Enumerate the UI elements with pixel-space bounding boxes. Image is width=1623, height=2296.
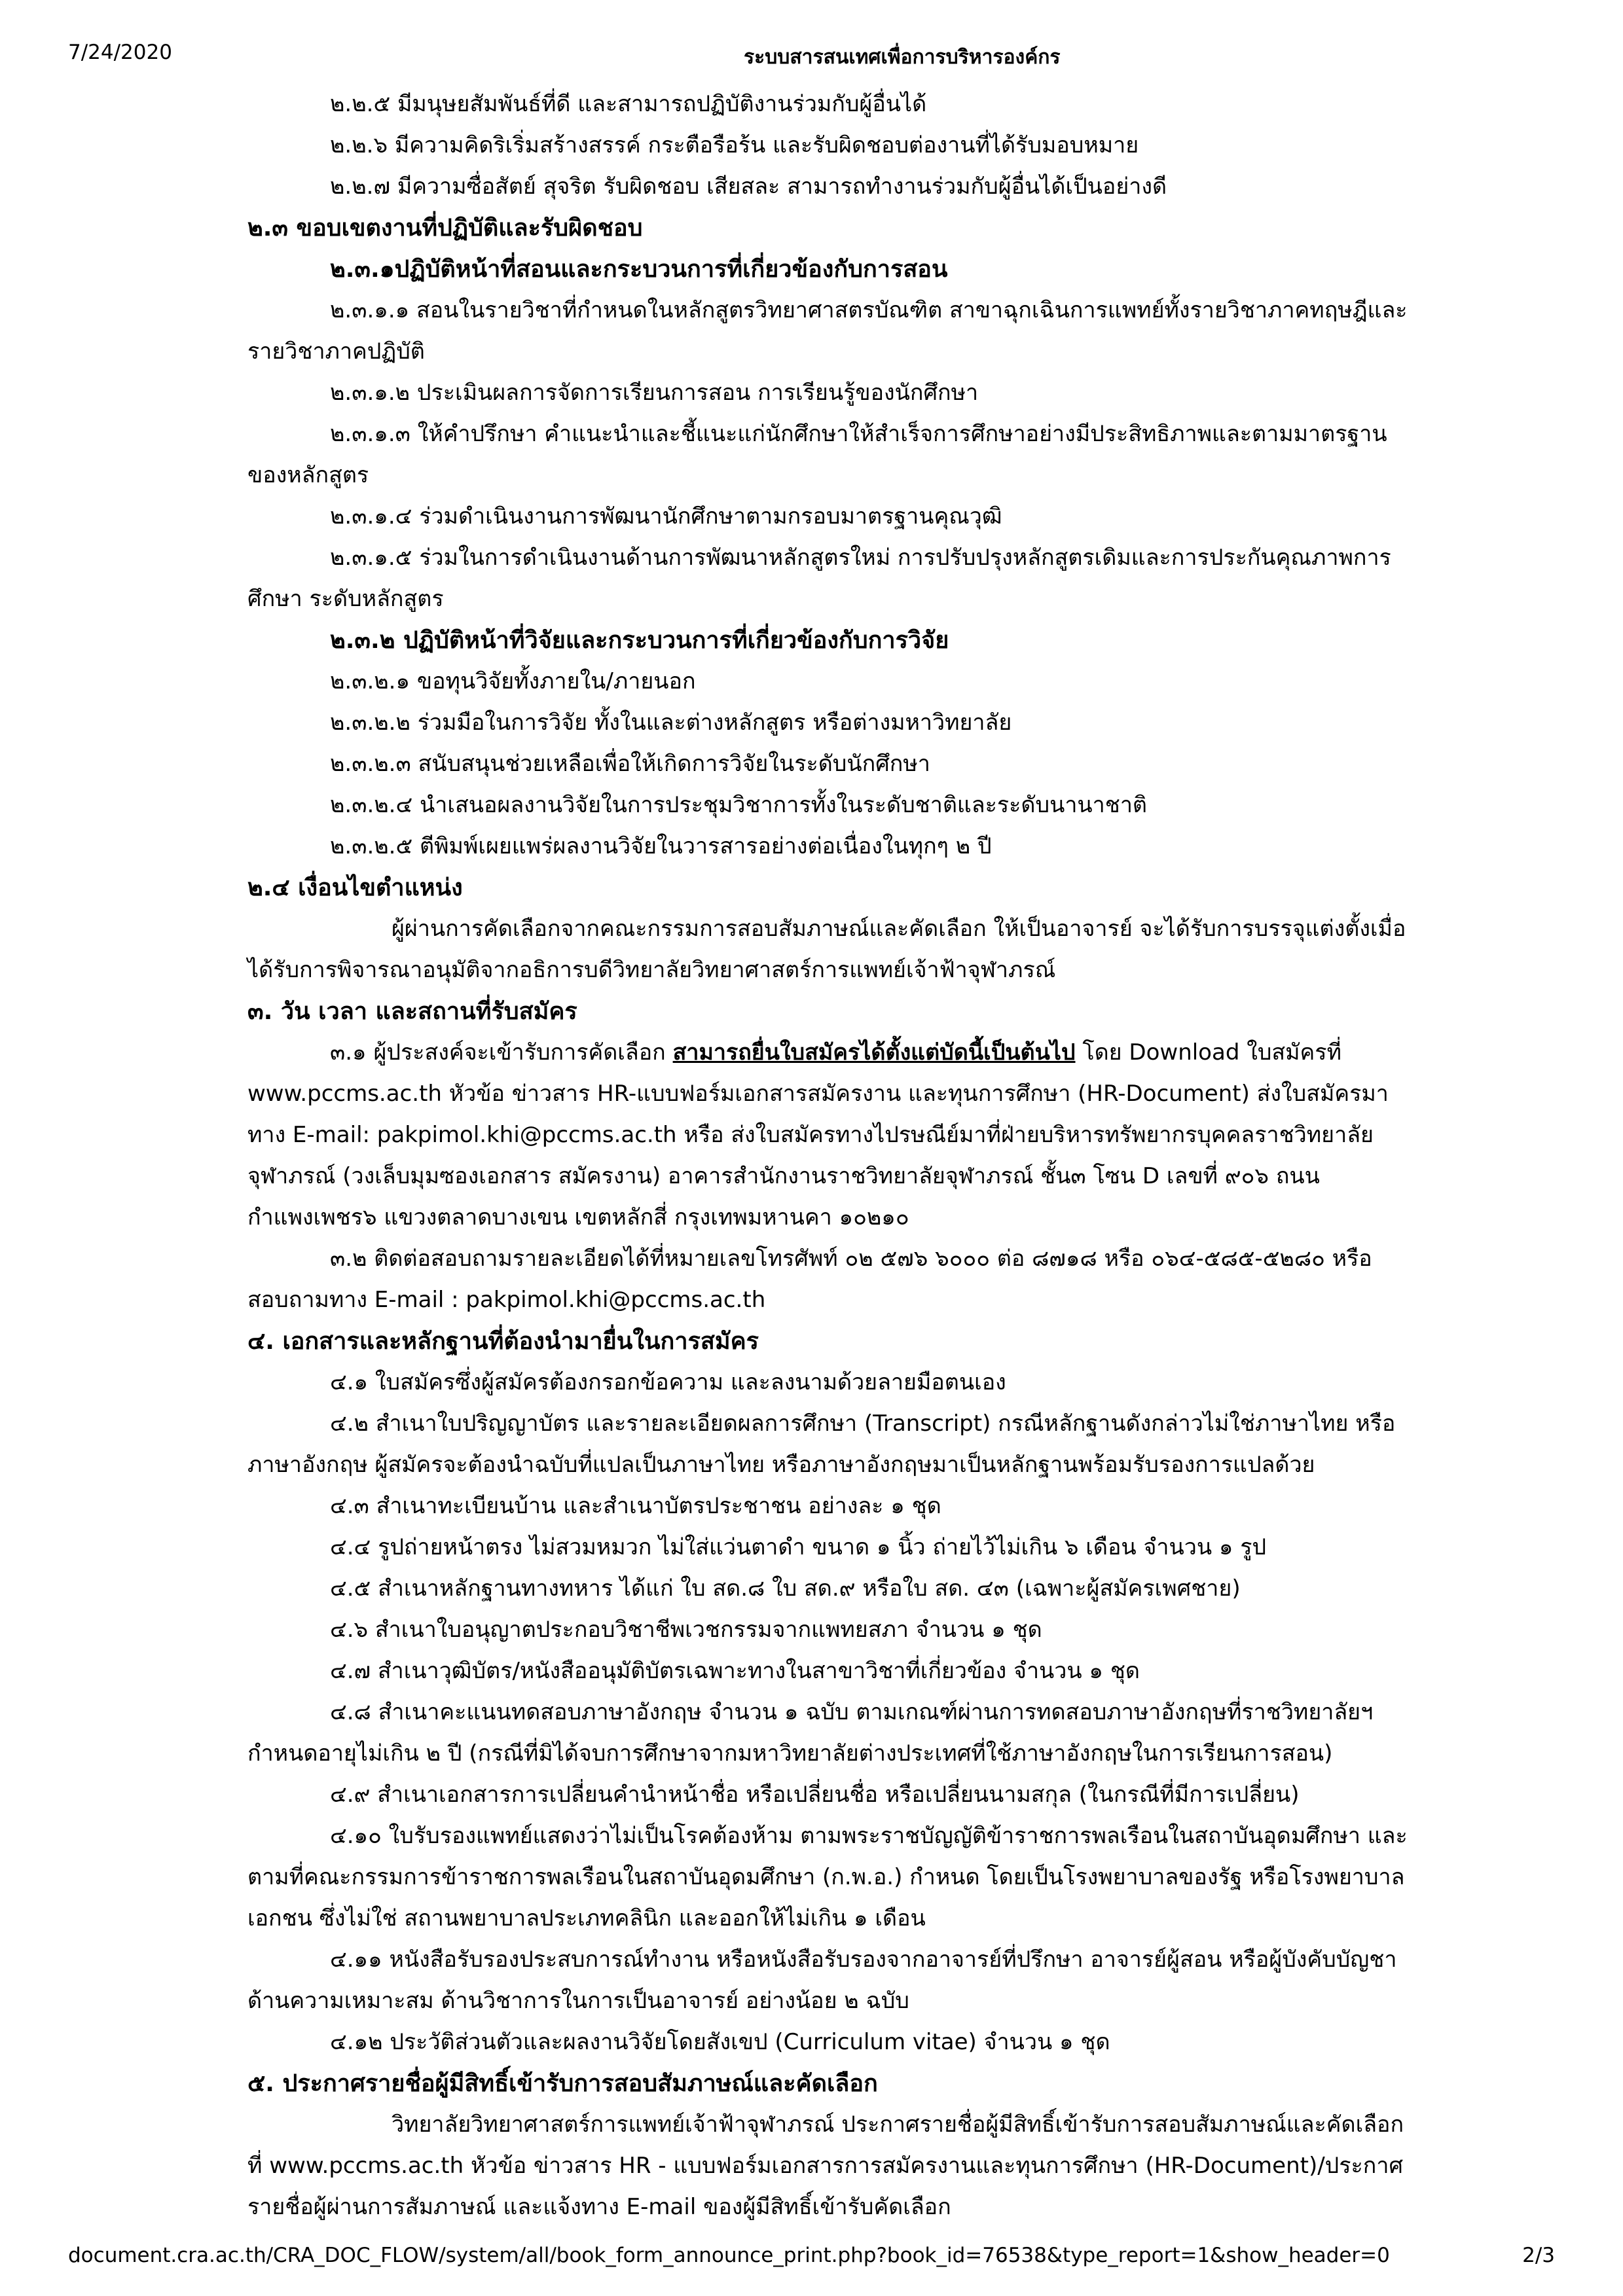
item-4-12: ๔.๑๒ ประวัติส่วนตัวและผลงานวิจัยโดยสังเขป (Curriculum vitae) จำนวน ๑ ชุด [330,2029,1110,2055]
item-2-3-1-3: ๒.๓.๑.๓ ให้คำปรึกษา คำแนะนำและชี้แนะแก่นักศึกษาให้สำเร็จการศึกษาอย่างมีประสิทธิภาพและตามมาตรฐาน [330,421,1387,447]
item-2-3-2-1: ๒.๓.๒.๑ ขอทุนวิจัยทั้งภายใน/ภายนอก [330,668,696,694]
section-3-heading: ๓. วัน เวลา และสถานที่รับสมัคร [247,998,577,1025]
item-3-1-line-5: กำแพงเพชร๖ แขวงตลาดบางเขน เขตหลักสี่ กรุงเทพมหานคา ๑๐๒๑๐ [247,1204,909,1230]
section-2-3-heading: ๒.๓ ขอบเขตงานที่ปฏิบัติและรับผิดชอบ [247,215,643,242]
footer-url: document.cra.ac.th/CRA_DOC_FLOW/system/all/book_form_announce_print.php?book_id=76538&type_report=1&show_header=0 [68,2244,1390,2267]
item-4-3: ๔.๓ สำเนาทะเบียนบ้าน และสำเนาบัตรประชาชน อย่างละ ๑ ชุด [330,1493,941,1519]
section-5-line-1: วิทยาลัยวิทยาศาสตร์การแพทย์เจ้าฟ้าจุฬาภรณ์ ประกาศรายชื่อผู้มีสิทธิ์เข้ารับการสอบสัมภาษณ์และคัดเลือก [392,2111,1404,2138]
page-number: 2/3 [1522,2244,1555,2267]
section-5-heading: ๕. ประกาศรายชื่อผู้มีสิทธิ์เข้ารับการสอบสัมภาษณ์และคัดเลือก [247,2070,878,2097]
item-4-8-line-2: กำหนดอายุไม่เกิน ๒ ปี (กรณีที่มิได้จบการศึกษาจากมหาวิทยาลัยต่างประเทศที่ใช้ภาษาอังกฤษในการเรียนการสอน) [247,1740,1333,1767]
item-2-3-1-2: ๒.๓.๑.๒ ประเมินผลการจัดการเรียนการสอน การเรียนรู้ของนักศึกษา [330,380,979,406]
item-2-3-1-1-cont: รายวิชาภาคปฏิบัติ [247,338,425,365]
page-header-title: ระบบสารสนเทศเพื่อการบริหารองค์กร [744,46,1061,69]
item-2-3-1-1: ๒.๓.๑.๑ สอนในรายวิชาที่กำหนดในหลักสูตรวิทยาศาสตรบัณฑิต สาขาฉุกเฉินการแพทย์ทั้งรายวิชาภาคทฤษฎีและ [330,297,1408,323]
item-3-1-line-1 [247,1032,1426,1073]
section-5-line-3: รายชื่อผู้ผ่านการสัมภาษณ์ และแจ้งทาง E-mail ของผู้มีสิทธิ์เข้ารับคัดเลือก [247,2194,951,2220]
section-2-4-heading: ๒.๔ เงื่อนไขตำแหน่ง [247,874,463,901]
apply-now-emphasis: สามารถยื่นใบสมัครได้ตั้งแต่บัดนี้เป็นต้นไป [672,1039,1076,1066]
item-4-2-line-2: ภาษาอังกฤษ ผู้สมัครจะต้องนำฉบับที่แปลเป็นภาษาไทย หรือภาษาอังกฤษมาเป็นหลักฐานพร้อมรับรองการแปลด้วย [247,1452,1315,1478]
item-2-3-2-5: ๒.๓.๒.๕ ตีพิมพ์เผยแพร่ผลงานวิจัยในวารสารอย่างต่อเนื่องในทุกๆ ๒ ปี [330,833,992,859]
item-4-5: ๔.๕ สำเนาหลักฐานทางทหาร ได้แก่ ใบ สด.๘ ใบ สด.๙ หรือใบ สด. ๔๓ (เฉพาะผู้สมัครเพศชาย) [330,1575,1241,1602]
item-4-11-line-1: ๔.๑๑ หนังสือรับรองประสบการณ์ทำงาน หรือหนังสือรับรองจากอาจารย์ที่ปรึกษา อาจารย์ผู้สอน หรือผู้บังคับบัญชา [330,1946,1397,1973]
item-2-2-5: ๒.๒.๕ มีมนุษยสัมพันธ์ที่ดี และสามารถปฏิบัติงานร่วมกับผู้อื่นได้ [330,91,927,117]
position-condition-line-1: ผู้ผ่านการคัดเลือกจากคณะกรรมการสอบสัมภาษณ์และคัดเลือก ให้เป็นอาจารย์ จะได้รับการบรรจุแต่งตั้งเมื่อ [392,916,1406,942]
item-4-9: ๔.๙ สำเนาเอกสารการเปลี่ยนคำนำหน้าชื่อ หรือเปลี่ยนชื่อ หรือเปลี่ยนนามสกุล (ในกรณีที่มีการเปลี่ยน) [330,1782,1300,1808]
item-3-1-intro: ๓.๑ ผู้ประสงค์จะเข้ารับการคัดเลือก [330,1039,666,1066]
item-3-2-line-1: ๓.๒ ติดต่อสอบถามรายละเอียดได้ที่หมายเลขโทรศัพท์ ๐๒ ๕๗๖ ๖๐๐๐ ต่อ ๘๗๑๘ หรือ ๐๖๔-๕๘๕-๕๒๘๐ หรือ [330,1246,1372,1272]
section-5-line-2: ที่ www.pccms.ac.th หัวข้อ ข่าวสาร HR - แบบฟอร์มเอกสารการสมัครงานและทุนการศึกษา (HR-Document)/ประกาศ [247,2153,1404,2179]
item-4-6: ๔.๖ สำเนาใบอนุญาตประกอบวิชาชีพเวชกรรมจากแพทยสภา จำนวน ๑ ชุด [330,1617,1042,1643]
item-3-1-line-3: ทาง E-mail: pakpimol.khi@pccms.ac.th หรือ ส่งใบสมัครทางไปรษณีย์มาที่ฝ่ายบริหารทรัพยากรบุคคลราชวิทยาลัย [247,1122,1374,1148]
item-4-11-line-2: ด้านความเหมาะสม ด้านวิชาการในการเป็นอาจารย์ อย่างน้อย ๒ ฉบับ [247,1988,909,2014]
item-2-3-1-5-cont: ศึกษา ระดับหลักสูตร [247,586,444,612]
item-3-1-line-2: www.pccms.ac.th หัวข้อ ข่าวสาร HR-แบบฟอร์มเอกสารสมัครงาน และทุนการศึกษา (HR-Document) ส่งใบสมัครมา [247,1081,1389,1107]
item-4-2-line-1: ๔.๒ สำเนาใบปริญญาบัตร และรายละเอียดผลการศึกษา (Transcript) กรณีหลักฐานดังกล่าวไม่ใช่ภาษาไทย หรือ [330,1410,1396,1437]
print-date: 7/24/2020 [68,41,172,64]
item-4-10-line-2: ตามที่คณะกรรมการข้าราชการพลเรือนในสถาบันอุดมศึกษา (ก.พ.อ.) กำหนด โดยเป็นโรงพยาบาลของรัฐ หรือโรงพยาบาล [247,1864,1405,1890]
item-2-3-2-4: ๒.๓.๒.๔ นำเสนอผลงานวิจัยในการประชุมวิชาการทั้งในระดับชาติและระดับนานาชาติ [330,792,1148,818]
item-2-3-1-3-cont: ของหลักสูตร [247,462,369,488]
item-4-10-line-3: เอกชน ซึ่งไม่ใช่ สถานพยาบาลประเภทคลินิก และออกให้ไม่เกิน ๑ เดือน [247,1905,926,1931]
item-2-2-7: ๒.๒.๗ มีความซื่อสัตย์ สุจริต รับผิดชอบ เสียสละ สามารถทำงานร่วมกับผู้อื่นได้เป็นอย่างดี [330,173,1167,200]
item-4-1: ๔.๑ ใบสมัครซึ่งผู้สมัครต้องกรอกข้อความ และลงนามด้วยลายมือตนเอง [330,1369,1006,1395]
item-2-3-1-4: ๒.๓.๑.๔ ร่วมดำเนินงานการพัฒนานักศึกษาตามกรอบมาตรฐานคุณวุฒิ [330,503,1002,529]
document-body [247,84,1426,2228]
item-3-1-line-4: จุฬาภรณ์ (วงเล็บมุมซองเอกสาร สมัครงาน) อาคารสำนักงานราชวิทยาลัยจุฬาภรณ์ ชั้น๓ โซน D เลขที่ ๙๐๖ ถนน [247,1163,1320,1189]
section-2-3-1-heading: ๒.๓.๑ปฏิบัติหน้าที่สอนและกระบวนการที่เกี่ยวข้องกับการสอน [330,256,948,283]
item-4-4: ๔.๔ รูปถ่ายหน้าตรง ไม่สวมหมวก ไม่ใส่แว่นตาดำ ขนาด ๑ นิ้ว ถ่ายไว้ไม่เกิน ๖ เดือน จำนวน ๑ รูป [330,1534,1267,1560]
item-4-10-line-1: ๔.๑๐ ใบรับรองแพทย์แสดงว่าไม่เป็นโรคต้องห้าม ตามพระราชบัญญัติข้าราชการพลเรือนในสถาบันอุดมศึกษา และ [330,1823,1408,1849]
item-2-3-2-3: ๒.๓.๒.๓ สนับสนุนช่วยเหลือเพื่อให้เกิดการวิจัยในระดับนักศึกษา [330,751,930,777]
section-2-3-2-heading: ๒.๓.๒ ปฏิบัติหน้าที่วิจัยและกระบวนการที่เกี่ยวข้องกับการวิจัย [330,627,949,654]
position-condition-line-2: ได้รับการพิจารณาอนุมัติจากอธิการบดีวิทยาลัยวิทยาศาสตร์การแพทย์เจ้าฟ้าจุฬาภรณ์ [247,957,1056,983]
item-2-3-2-2: ๒.๓.๒.๒ ร่วมมือในการวิจัย ทั้งในและต่างหลักสูตร หรือต่างมหาวิทยาลัย [330,709,1012,736]
item-4-7: ๔.๗ สำเนาวุฒิบัตร/หนังสืออนุมัติบัตรเฉพาะทางในสาขาวิชาที่เกี่ยวข้อง จำนวน ๑ ชุด [330,1658,1140,1684]
item-4-8-line-1: ๔.๘ สำเนาคะแนนทดสอบภาษาอังกฤษ จำนวน ๑ ฉบับ ตามเกณฑ์ผ่านการทดสอบภาษาอังกฤษที่ราชวิทยาลัยฯ [330,1699,1374,1725]
section-4-heading: ๔. เอกสารและหลักฐานที่ต้องนำมายื่นในการสมัคร [247,1328,759,1355]
item-2-3-1-5: ๒.๓.๑.๕ ร่วมในการดำเนินงานด้านการพัฒนาหลักสูตรใหม่ การปรับปรุงหลักสูตรเดิมและการประกันคุณภาพการ [330,545,1391,571]
item-3-2-line-2: สอบถามทาง E-mail : pakpimol.khi@pccms.ac.th [247,1287,766,1313]
item-3-1-download: โดย Download ใบสมัครที่ [1082,1039,1341,1066]
item-2-2-6: ๒.๒.๖ มีความคิดริเริ่มสร้างสรรค์ กระตือรือร้น และรับผิดชอบต่องานที่ได้รับมอบหมาย [330,132,1139,158]
